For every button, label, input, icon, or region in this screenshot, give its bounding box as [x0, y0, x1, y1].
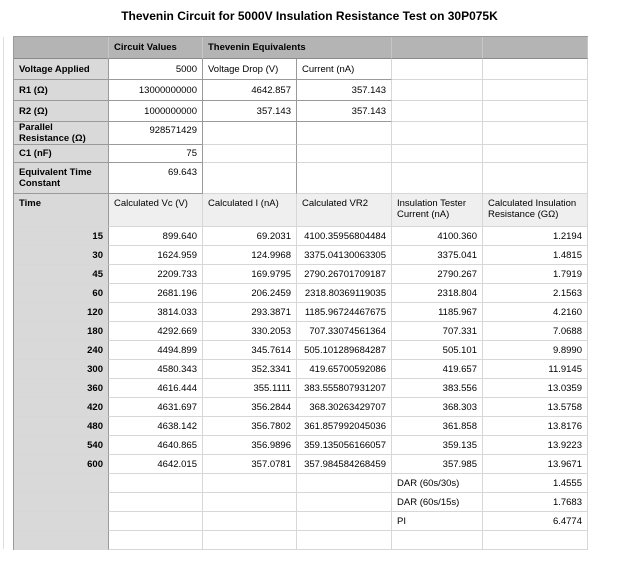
vr2-cell: 419.65700592086: [297, 360, 392, 379]
vc-cell: 1624.959: [109, 246, 203, 265]
table-row: [14, 417, 588, 436]
summary-value-cell: 1.4555: [483, 474, 588, 493]
cir-cell: 13.8176: [483, 417, 588, 436]
empty-cell: [203, 474, 297, 493]
vr2-cell: 2318.80369119035: [297, 284, 392, 303]
table-row: [14, 493, 588, 512]
empty-cell: [109, 474, 203, 493]
row-label-cell: Parallel Resistance (Ω): [14, 122, 109, 145]
cir-cell: 13.5758: [483, 398, 588, 417]
vr2-cell: 368.30263429707: [297, 398, 392, 417]
row-label-cell: Voltage Applied: [14, 59, 109, 80]
table-row: [14, 360, 588, 379]
vc-cell: 3814.033: [109, 303, 203, 322]
empty-cell: [483, 163, 588, 194]
vc-cell: 4631.697: [109, 398, 203, 417]
value-cell: 357.143: [297, 101, 392, 122]
time-cell: 30: [14, 246, 109, 265]
time-cell: 15: [14, 227, 109, 246]
i-cell: 293.3871: [203, 303, 297, 322]
empty-label-cell: [14, 474, 109, 493]
vr2-cell: 1185.96724467675: [297, 303, 392, 322]
empty-cell: [297, 122, 392, 145]
cir-cell: 1.7919: [483, 265, 588, 284]
empty-cell: [392, 531, 483, 550]
time-cell: 60: [14, 284, 109, 303]
empty-cell: [392, 163, 483, 194]
time-cell: 360: [14, 379, 109, 398]
vr2-cell: 357.984584268459: [297, 455, 392, 474]
empty-cell: [109, 493, 203, 512]
summary-label-cell: PI: [392, 512, 483, 531]
cir-cell: 7.0688: [483, 322, 588, 341]
table-row: [14, 145, 588, 163]
empty-cell: [392, 80, 483, 101]
itc-cell: 359.135: [392, 436, 483, 455]
i-cell: 345.7614: [203, 341, 297, 360]
empty-cell: [392, 59, 483, 80]
time-cell: 480: [14, 417, 109, 436]
cir-cell: 1.2194: [483, 227, 588, 246]
time-cell: 120: [14, 303, 109, 322]
cir-cell: 1.4815: [483, 246, 588, 265]
empty-cell: [109, 512, 203, 531]
empty-label-cell: [14, 531, 109, 550]
cir-cell: 13.0359: [483, 379, 588, 398]
value-cell: 4642.857: [203, 80, 297, 101]
summary-label-cell: DAR (60s/30s): [392, 474, 483, 493]
vc-cell: 4494.899: [109, 341, 203, 360]
table-row: [14, 163, 588, 194]
table-row: [14, 80, 588, 101]
itc-cell: 357.985: [392, 455, 483, 474]
row-label-cell: R2 (Ω): [14, 101, 109, 122]
col-header-cell: Current (nA): [297, 59, 392, 80]
summary-value-cell: 6.4774: [483, 512, 588, 531]
itc-cell: 2318.804: [392, 284, 483, 303]
empty-cell: [203, 512, 297, 531]
col-header-cell: Calculated VR2: [297, 194, 392, 227]
i-cell: 206.2459: [203, 284, 297, 303]
empty-cell: [203, 122, 297, 145]
time-cell: 540: [14, 436, 109, 455]
time-cell: 600: [14, 455, 109, 474]
itc-cell: 707.331: [392, 322, 483, 341]
circuit-values-header-cell: Circuit Values: [109, 37, 203, 59]
page-title: Thevenin Circuit for 5000V Insulation Resistance Test on 30P075K: [121, 9, 498, 23]
value-cell: 357.143: [297, 80, 392, 101]
empty-cell: [297, 531, 392, 550]
vc-cell: 4292.669: [109, 322, 203, 341]
corner-header-cell: [14, 37, 109, 59]
row-label-cell: C1 (nF): [14, 145, 109, 163]
time-cell: 420: [14, 398, 109, 417]
i-cell: 355.1111: [203, 379, 297, 398]
col-header-cell: Voltage Drop (V): [203, 59, 297, 80]
vc-cell: 4640.865: [109, 436, 203, 455]
table-row: [14, 122, 588, 145]
empty-cell: [392, 122, 483, 145]
vr2-cell: 3375.04130063305: [297, 246, 392, 265]
table-row: [14, 265, 588, 284]
i-cell: 356.9896: [203, 436, 297, 455]
value-cell: 13000000000: [109, 80, 203, 101]
time-header-cell: Time: [14, 194, 109, 227]
empty-cell: [483, 531, 588, 550]
i-cell: 352.3341: [203, 360, 297, 379]
empty-header-cell: [483, 37, 588, 59]
vr2-cell: 2790.26701709187: [297, 265, 392, 284]
itc-cell: 383.556: [392, 379, 483, 398]
itc-cell: 361.858: [392, 417, 483, 436]
vc-cell: 899.640: [109, 227, 203, 246]
empty-cell: [392, 101, 483, 122]
vc-cell: 4580.343: [109, 360, 203, 379]
table-row: [14, 194, 588, 227]
table-row: [14, 398, 588, 417]
empty-cell: [203, 531, 297, 550]
col-header-cell: Calculated Vc (V): [109, 194, 203, 227]
value-cell: 357.143: [203, 101, 297, 122]
vc-cell: 4642.015: [109, 455, 203, 474]
value-cell: 1000000000: [109, 101, 203, 122]
empty-label-cell: [14, 493, 109, 512]
table-row: [14, 59, 588, 80]
empty-cell: [297, 145, 392, 163]
empty-cell: [297, 512, 392, 531]
summary-label-cell: DAR (60s/15s): [392, 493, 483, 512]
row-label-cell: Equivalent Time Constant: [14, 163, 109, 194]
empty-cell: [203, 493, 297, 512]
itc-cell: 3375.041: [392, 246, 483, 265]
empty-cell: [203, 163, 297, 194]
table-row: [14, 436, 588, 455]
table-row: [14, 512, 588, 531]
table-row: [14, 246, 588, 265]
vr2-cell: 359.135056166057: [297, 436, 392, 455]
empty-cell: [297, 474, 392, 493]
empty-cell: [203, 145, 297, 163]
empty-cell: [109, 531, 203, 550]
cir-cell: 4.2160: [483, 303, 588, 322]
col-header-cell: Calculated Insulation Resistance (GΩ): [483, 194, 588, 227]
time-cell: 240: [14, 341, 109, 360]
table-row: [14, 37, 588, 59]
table-row: [14, 455, 588, 474]
empty-label-cell: [14, 512, 109, 531]
cir-cell: 2.1563: [483, 284, 588, 303]
col-header-cell: Insulation Tester Current (nA): [392, 194, 483, 227]
vr2-cell: 707.33074561364: [297, 322, 392, 341]
value-cell: 5000: [109, 59, 203, 80]
empty-cell: [483, 122, 588, 145]
i-cell: 169.9795: [203, 265, 297, 284]
row-label-cell: R1 (Ω): [14, 80, 109, 101]
empty-cell: [483, 59, 588, 80]
i-cell: 124.9968: [203, 246, 297, 265]
empty-cell: [297, 493, 392, 512]
value-cell: 75: [109, 145, 203, 163]
cir-cell: 13.9223: [483, 436, 588, 455]
col-header-cell: Calculated I (nA): [203, 194, 297, 227]
value-cell: 928571429: [109, 122, 203, 145]
itc-cell: 4100.360: [392, 227, 483, 246]
table-row: [14, 101, 588, 122]
cir-cell: 11.9145: [483, 360, 588, 379]
vr2-cell: 383.555807931207: [297, 379, 392, 398]
empty-header-cell: [392, 37, 483, 59]
vc-cell: 2209.733: [109, 265, 203, 284]
cir-cell: 9.8990: [483, 341, 588, 360]
i-cell: 356.2844: [203, 398, 297, 417]
table-row: [14, 341, 588, 360]
vc-cell: 2681.196: [109, 284, 203, 303]
itc-cell: 1185.967: [392, 303, 483, 322]
itc-cell: 419.657: [392, 360, 483, 379]
i-cell: 69.2031: [203, 227, 297, 246]
table-row: [14, 474, 588, 493]
vc-cell: 4616.444: [109, 379, 203, 398]
vr2-cell: 361.857992045036: [297, 417, 392, 436]
empty-cell: [483, 101, 588, 122]
empty-cell: [483, 145, 588, 163]
itc-cell: 2790.267: [392, 265, 483, 284]
itc-cell: 505.101: [392, 341, 483, 360]
i-cell: 357.0781: [203, 455, 297, 474]
value-cell: 69.643: [109, 163, 203, 194]
time-cell: 45: [14, 265, 109, 284]
vr2-cell: 4100.35956804484: [297, 227, 392, 246]
table-row: [14, 379, 588, 398]
table-row: [14, 322, 588, 341]
empty-cell: [483, 80, 588, 101]
summary-value-cell: 1.7683: [483, 493, 588, 512]
i-cell: 356.7802: [203, 417, 297, 436]
table-row: [14, 303, 588, 322]
cir-cell: 13.9671: [483, 455, 588, 474]
time-cell: 180: [14, 322, 109, 341]
empty-cell: [392, 145, 483, 163]
vr2-cell: 505.101289684287: [297, 341, 392, 360]
table-row: [14, 227, 588, 246]
table-row: [14, 531, 588, 550]
thevenin-spreadsheet: [13, 36, 588, 550]
empty-cell: [297, 163, 392, 194]
page-edge-line: [3, 37, 4, 549]
itc-cell: 368.303: [392, 398, 483, 417]
thevenin-equivalents-header-cell: Thevenin Equivalents: [203, 37, 392, 59]
table-row: [14, 284, 588, 303]
vc-cell: 4638.142: [109, 417, 203, 436]
time-cell: 300: [14, 360, 109, 379]
i-cell: 330.2053: [203, 322, 297, 341]
